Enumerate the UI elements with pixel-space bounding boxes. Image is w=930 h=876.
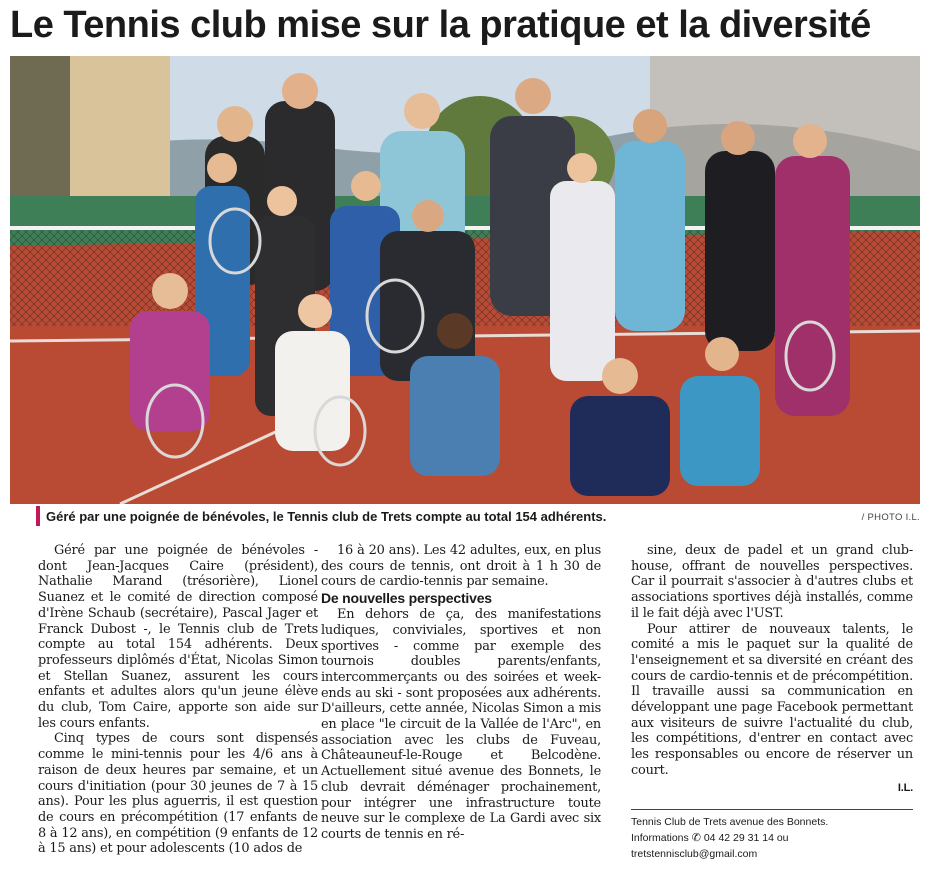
article-column-3 bbox=[631, 543, 913, 796]
paragraph: En dehors de ça, des manifestations ludiques, conviviales, sportives et non sportives - comme par exemple des tournois doubles parents/enfants, intercommerçants ou des soirées et week-ends au ski - sont proposées aux adhérents. D'ailleurs, cette année, Nicolas Simon a mis en place "le circuit de la Vallée de l'Arc", en association avec les clubs de Fuveau, Châteauneuf-le-Rouge et Belcodène. Actuellement situé avenue des Bonnets, le club devrait déménager prochainement, pour intégrer une infrastructure toute neuve sur le complexe de La Gardi avec six courts de tennis en ré- bbox=[321, 607, 601, 842]
paragraph: Cinq types de cours sont dispensés comme le mini-tennis pour les 4/6 ans à raison de deux heures par semaine, et un cours d'initiation (pour 30 jeunes de 7 à 15 ans). Pour les plus aguerris, il est question de cours en précompétition (17 enfants de 8 à 12 ans), en compétition (9 enfants de 12 à 15 ans) et pour adolescents (10 ados de bbox=[38, 731, 318, 857]
group-photo bbox=[10, 56, 920, 504]
phone-icon: ✆ bbox=[691, 832, 701, 844]
paragraph: Géré par une poignée de bénévoles - dont Jean-Jacques Caire (président), Nathalie Marand (trésorière), Lionel Suanez et le comité de direction composé d'Irène Schaub (secrétaire), Pascal Jager et Franck Dubost -, le Tennis club de Trets compte au total 154 adhérents. Deux professeurs diplômés d'État, Nicolas Simon et Stellan Suanez, assurent les cours enfants et adultes alors qu'un jeune élève du club, Tom Caire, apporte son aide sur les cours enfants. bbox=[38, 543, 318, 731]
section-subhead: De nouvelles perspectives bbox=[321, 590, 492, 607]
headline: Le Tennis club mise sur la pratique et la diversité bbox=[10, 4, 871, 46]
article-column-1 bbox=[38, 543, 318, 857]
photo-caption: Géré par une poignée de bénévoles, le Tennis club de Trets compte au total 154 adhérents. bbox=[46, 509, 607, 524]
info-contact-line bbox=[631, 830, 913, 862]
article-column-2 bbox=[321, 543, 601, 843]
caption-accent-bar bbox=[36, 506, 40, 526]
paragraph: Pour attirer de nouveaux talents, le comité a mis le paquet sur la qualité de l'enseignement et sa diversité en créant des cours de cardio-tennis et de précompétition. Il travaille aussi sa communication en développant une page Facebook permettant aux visiteurs de suivre l'actualité du club, les compétitions, d'entrer en contact avec les responsables ou encore de réserver un court. bbox=[631, 621, 913, 778]
paragraph: sine, deux de padel et un grand club-house, offrant de nouvelles perspectives. Car il pourrait s'associer à d'autres clubs et associations sportives déjà installés, comme il le fait déjà avec l'UST. bbox=[631, 543, 913, 621]
info-box bbox=[631, 809, 913, 862]
paragraph: 16 à 20 ans). Les 42 adultes, eux, en plus des cours de tennis, ont droit à 1 h 30 de cours de cardio-tennis par semaine. bbox=[321, 543, 601, 590]
info-label: Informations bbox=[631, 832, 689, 844]
photo-credit: / PHOTO I.L. bbox=[861, 512, 920, 523]
info-address: Tennis Club de Trets avenue des Bonnets. bbox=[631, 816, 829, 828]
author-signature: I.L. bbox=[897, 781, 913, 794]
info-contact: 04 42 29 31 14 ou tretstennisclub@gmail.com bbox=[631, 832, 789, 860]
